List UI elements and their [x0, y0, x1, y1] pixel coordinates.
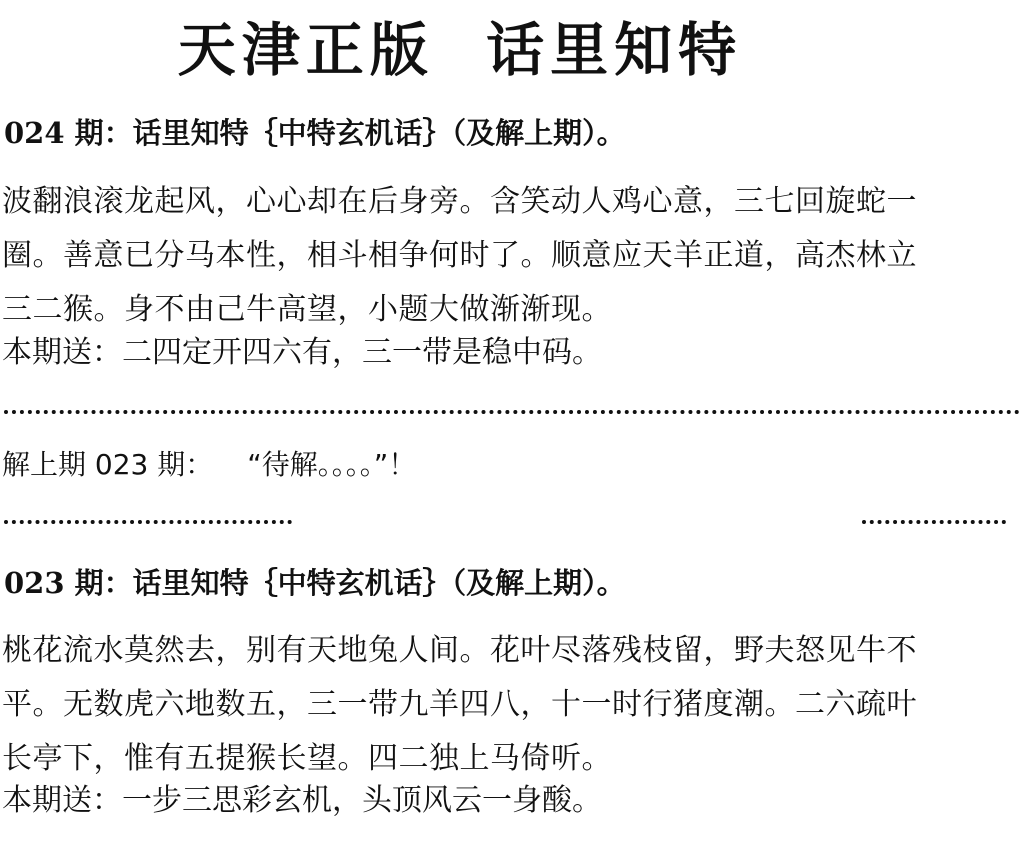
divider-dotted-left [4, 520, 292, 524]
issue-023-send: 本期送：一步三思彩玄机，头顶风云一身酸。 [2, 783, 602, 818]
issue-024-poem-line: 波翻浪滚龙起风，心心却在后身旁。含笑动人鸡心意，三七回旋蛇一 [2, 184, 917, 219]
answer-023 [2, 445, 416, 485]
answer-023-label: 解上期 023 期： [2, 448, 214, 481]
issue-024-poem-line: 圈。善意已分马本性，相斗相争何时了。顺意应天羊正道，高杰林立 [2, 238, 917, 273]
issue-023-poem-line: 桃花流水莫然去，别有天地兔人间。花叶尽落残枝留，野夫怒见牛不 [2, 633, 917, 668]
issue-024-poem [2, 175, 1024, 337]
issue-023-poem [2, 624, 1024, 786]
issue-024-poem-line: 三二猴。身不由己牛高望，小题大做渐渐现。 [2, 292, 612, 327]
divider-dotted-full [4, 410, 1020, 414]
issue-024-send: 本期送：二四定开四六有，三一带是稳中码。 [2, 335, 602, 370]
issue-024-heading: 024 期：话里知特｛中特玄机话｝（及解上期）。 [4, 116, 626, 150]
issue-023-poem-line: 长亭下，惟有五提猴长望。四二独上马倚听。 [2, 741, 612, 776]
page-title: 天津正版 话里知特 [177, 16, 743, 84]
issue-023-heading: 023 期：话里知特｛中特玄机话｝（及解上期）。 [4, 566, 626, 600]
issue-023-poem-line: 平。无数虎六地数五，三一带九羊四八，十一时行猪度潮。二六疏叶 [2, 687, 917, 722]
divider-dotted-right [862, 520, 1006, 524]
answer-023-text: “待解。。。。”！ [247, 448, 417, 481]
